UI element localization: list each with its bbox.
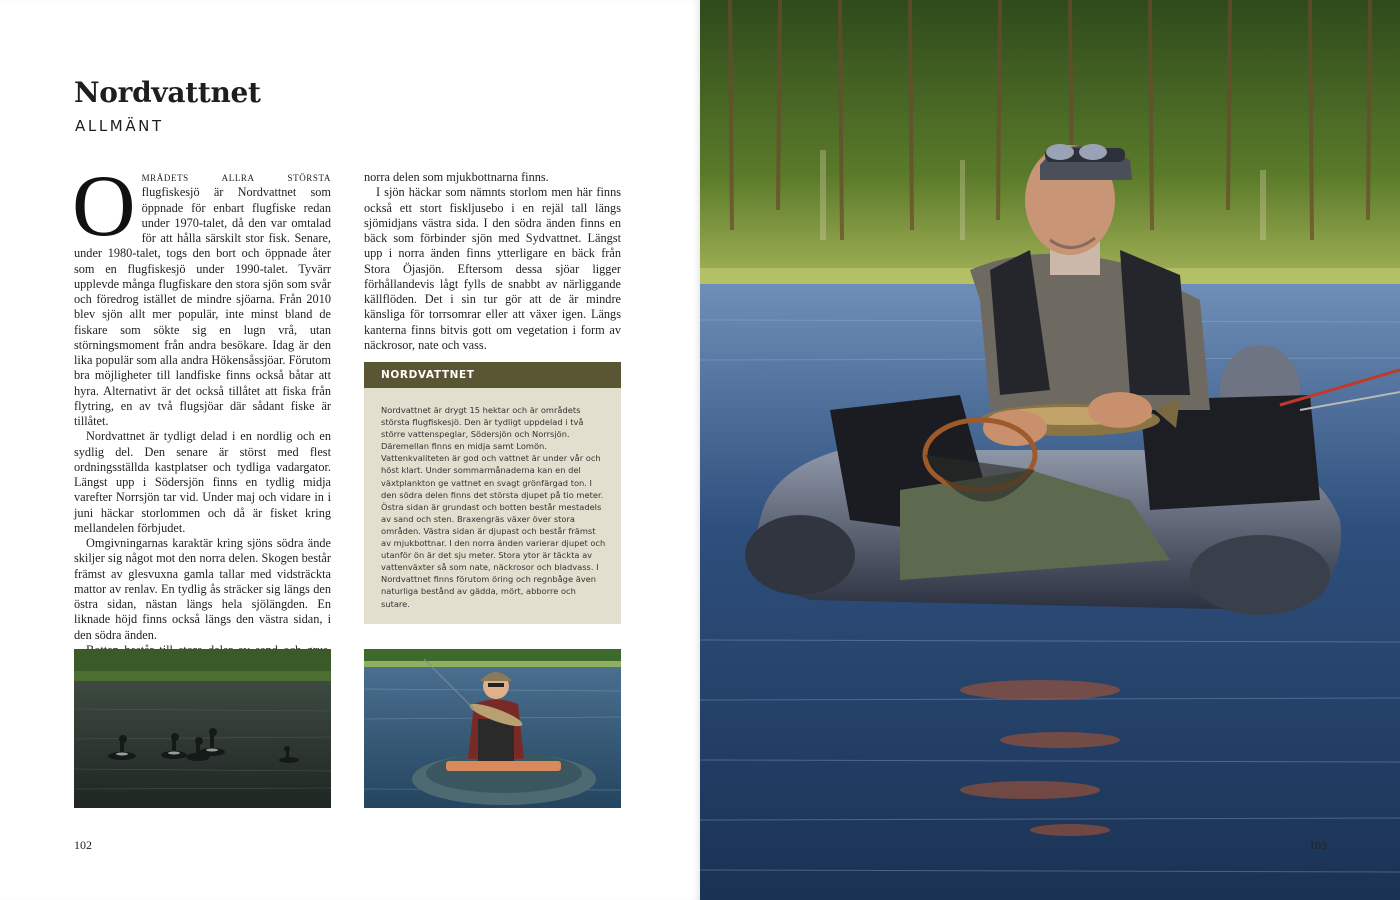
angler-photo bbox=[364, 649, 621, 808]
page-number-right: 103 bbox=[1309, 838, 1327, 852]
paragraph: Omgivningarnas karaktär kring sjöns södra ände skiljer sig något mot den norra delen. Skogen består främst av glesvuxna gamla tallar med vidsträckta mattor av renlav. En tydlig ås sträcker sig längs den östra sidan, nästan längs hela sjölängden. En liknade höjd finns också längs den västra sidan, i den södra änden. bbox=[74, 536, 331, 642]
paragraph: I sjön häckar som nämnts storlom men här finns också ett stort fiskljusebo i en rejäl tall längs sjömidjans västra sida. I den södra änden finns en bäck som förbinder sjön med Sydvattnet. Längst upp i norra änden finns ytterligare en bäck från Stora Öjasjön. Eftersom dessa sjöar ligger förhållandevis lågt fylls de snabbt av närliggande källflöden. Det i sin tur gör att de är mindre känsliga för torrsomrar eller att växer igen. Längs kanterna finns bitvis gott om vegetation i form av näckrosor, nate och vass. bbox=[364, 185, 621, 352]
text-column-1 bbox=[72, 158, 331, 704]
fact-box-text: Nordvattnet är drygt 15 hektar och är områdets största flugfiskesjö. Den är tydligt uppdelad i två större vattenspeglar, Södersjön och Norrsjön. Däremellan finns en midja samt Lomön. Vattenkvaliteten är god och vattnet är under vår och höst klart. Under sommarmånaderna kan en del växtplankton ge vattnet en svagt grönfärgad ton. I den södra delen finns det största djupet på tio meter. Östra sidan är grundast och botten består mestadels av sand och sten. Braxengräs växer över stora områden. Västra sidan är djupast och består främst av mjukbottnar. I den norra änden varierar djupet och utanför ön är det sju meter. Stora ytor är täckta av vattenväxter så som nate, näckrosor och bladvass. I Nordvattnet finns förutom öring och regnbåge även naturliga bestånd av gädda, mört, abborre och sutare. bbox=[381, 405, 606, 609]
loons-illustration bbox=[74, 649, 331, 808]
fact-box bbox=[364, 362, 621, 624]
text-column-2 bbox=[364, 170, 621, 353]
page-number-left: 102 bbox=[74, 838, 92, 852]
fact-box-heading: NORDVATTNET bbox=[364, 362, 621, 388]
paragraph: norra delen som mjukbottnarna finns. bbox=[364, 170, 549, 184]
lead-in: mrådets allra största bbox=[141, 170, 331, 184]
drop-cap: O bbox=[72, 158, 136, 255]
loons-photo bbox=[74, 649, 331, 808]
angler-illustration bbox=[364, 649, 621, 808]
paragraph: Nordvattnet är tydligt delad i en nordlig och en sydlig del. Den senare är störst med flest ordningsställda kastplatser och tydliga vadargator. Längst upp i Södersjön finns en tydlig midja varefter Norrsjön tar vid. Under maj och vidare in i juni häckar storlommen och då är fisket kring mellandelen förbjudet. bbox=[74, 429, 331, 535]
page-title: Nordvattnet bbox=[74, 76, 261, 109]
lead-paragraph bbox=[72, 158, 331, 429]
paragraph: flugfiskesjö är Nordvattnet som öppnade för enbart flugfiske redan under 1970-talet, då den var omtalad för att hålla särskilt stor fisk. Senare, under 1980-talet, togs den bort och öppnade åter som en flugfiskesjö under 1990-talet. Tyvärr upplevde många flugfiskare den stora sjön som svår och föredrog istället de mindre sjöarna. Från 2010 blev sjön allt mer populär, inte minst bland de fiskare som sökte sig en lugn vrå, utan störningsmoment från andra besökare. Idag är den lika populär som alla andra Hökensåssjöar. Förutom bra möjligheter till landfiske finns också båtar att hyra. Alternativt är det också tillåtet att fiska från flytring, en av två flugsjöar där sådant fiske är tillåtet. bbox=[74, 185, 331, 428]
section-subtitle: ALLMÄNT bbox=[75, 117, 164, 135]
fisherman-illustration bbox=[700, 0, 1400, 900]
main-photo bbox=[700, 0, 1400, 900]
